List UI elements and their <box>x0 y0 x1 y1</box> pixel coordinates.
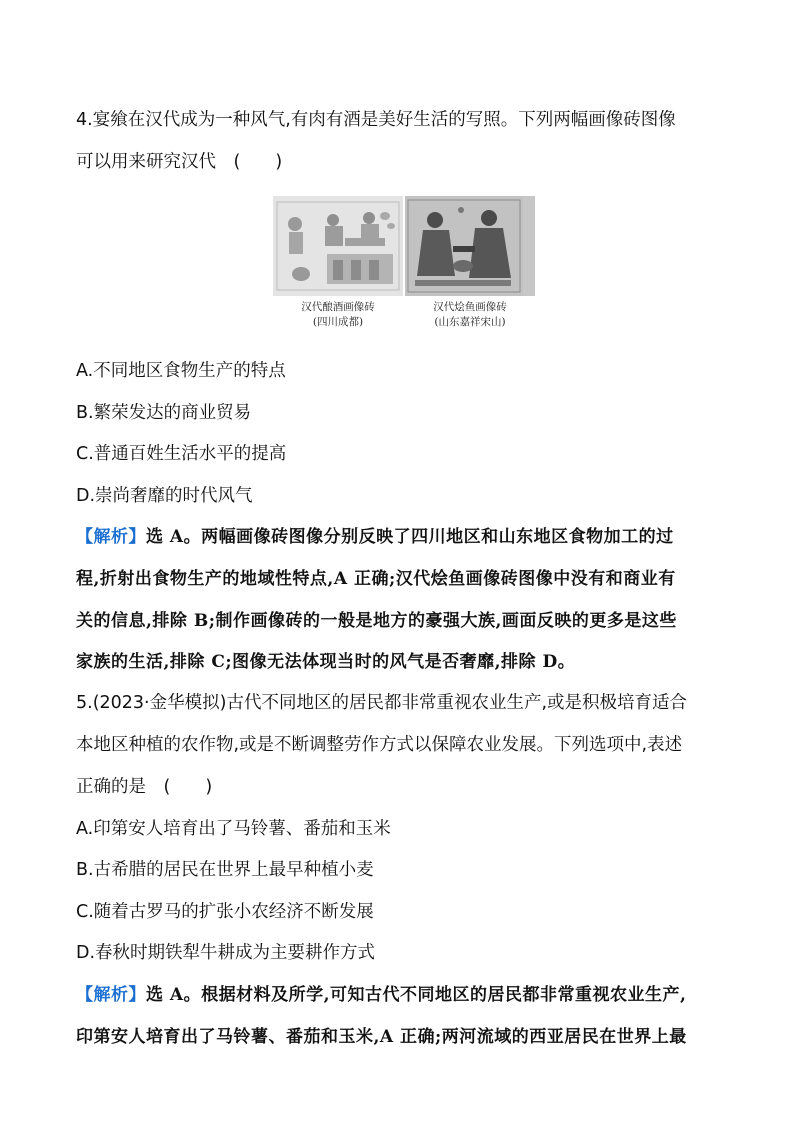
q4-analysis-line-2: 程,折射出食物生产的地域性特点,A 正确;汉代烩鱼画像砖图像中没有和商业有 <box>76 569 676 589</box>
q5-analysis-tag: 【解析】 <box>76 985 146 1005</box>
q4-option-a: A.不同地区食物生产的特点 <box>76 361 286 381</box>
q5-analysis-line-2: 印第安人培育出了马铃薯、番茄和玉米,A 正确;两河流域的西亚居民在世界上最 <box>76 1027 687 1047</box>
q5-option-d: D.春秋时期铁犁牛耕成为主要耕作方式 <box>76 943 376 963</box>
q5-stem-line-1: 5.(2023·金华模拟)古代不同地区的居民都非常重视农业生产,或是积极培育适合 <box>76 693 688 713</box>
q5-option-c: C.随着古罗马的扩张小农经济不断发展 <box>76 902 374 922</box>
q4-analysis-line-4: 家族的生活,排除 C;图像无法体现当时的风气是否奢靡,排除 D。 <box>76 652 576 672</box>
fish-brick-place: (山东嘉祥宋山) <box>434 316 506 328</box>
q4-stem-line-1: 4.宴飨在汉代成为一种风气,有肉有酒是美好生活的写照。下列两幅画像砖图像 <box>76 110 676 130</box>
brewing-brick-place: (四川成都) <box>312 316 364 328</box>
q5-option-b: B.古希腊的居民在世界上最早种植小麦 <box>76 860 374 880</box>
q4-option-b: B.繁荣发达的商业贸易 <box>76 403 252 423</box>
q4-option-d: D.崇尚奢靡的时代风气 <box>76 486 253 506</box>
q4-analysis-line-3: 关的信息,排除 B;制作画像砖的一般是地方的豪强大族,画面反映的更多是这些 <box>76 611 677 631</box>
figure-brewing-brick <box>273 196 403 330</box>
q5-stem-line-3: 正确的是 ( ) <box>76 777 213 797</box>
fish-brick-image <box>405 196 535 296</box>
brewing-brick-image <box>273 196 403 296</box>
q4-analysis-line-1 <box>76 522 674 547</box>
q5-analysis-text-1: 选 A。根据材料及所学,可知古代不同地区的居民都非常重视农业生产, <box>146 985 687 1005</box>
q4-analysis-tag: 【解析】 <box>76 527 146 547</box>
q5-analysis-line-1 <box>76 980 686 1005</box>
q4-stem-line-2: 可以用来研究汉代 ( ) <box>76 152 283 172</box>
q5-option-a: A.印第安人培育出了马铃薯、番茄和玉米 <box>76 819 391 839</box>
figure-fish-brick <box>405 196 535 330</box>
q4-analysis-text-1: 选 A。两幅画像砖图像分别反映了四川地区和山东地区食物加工的过 <box>146 527 674 547</box>
fish-brick-title: 汉代烩鱼画像砖 <box>433 301 507 313</box>
q5-stem-line-2: 本地区种植的农作物,或是不断调整劳作方式以保障农业发展。下列选项中,表述 <box>76 735 683 755</box>
q4-option-c: C.普通百姓生活水平的提高 <box>76 444 287 464</box>
brewing-brick-title: 汉代酿酒画像砖 <box>301 301 375 313</box>
